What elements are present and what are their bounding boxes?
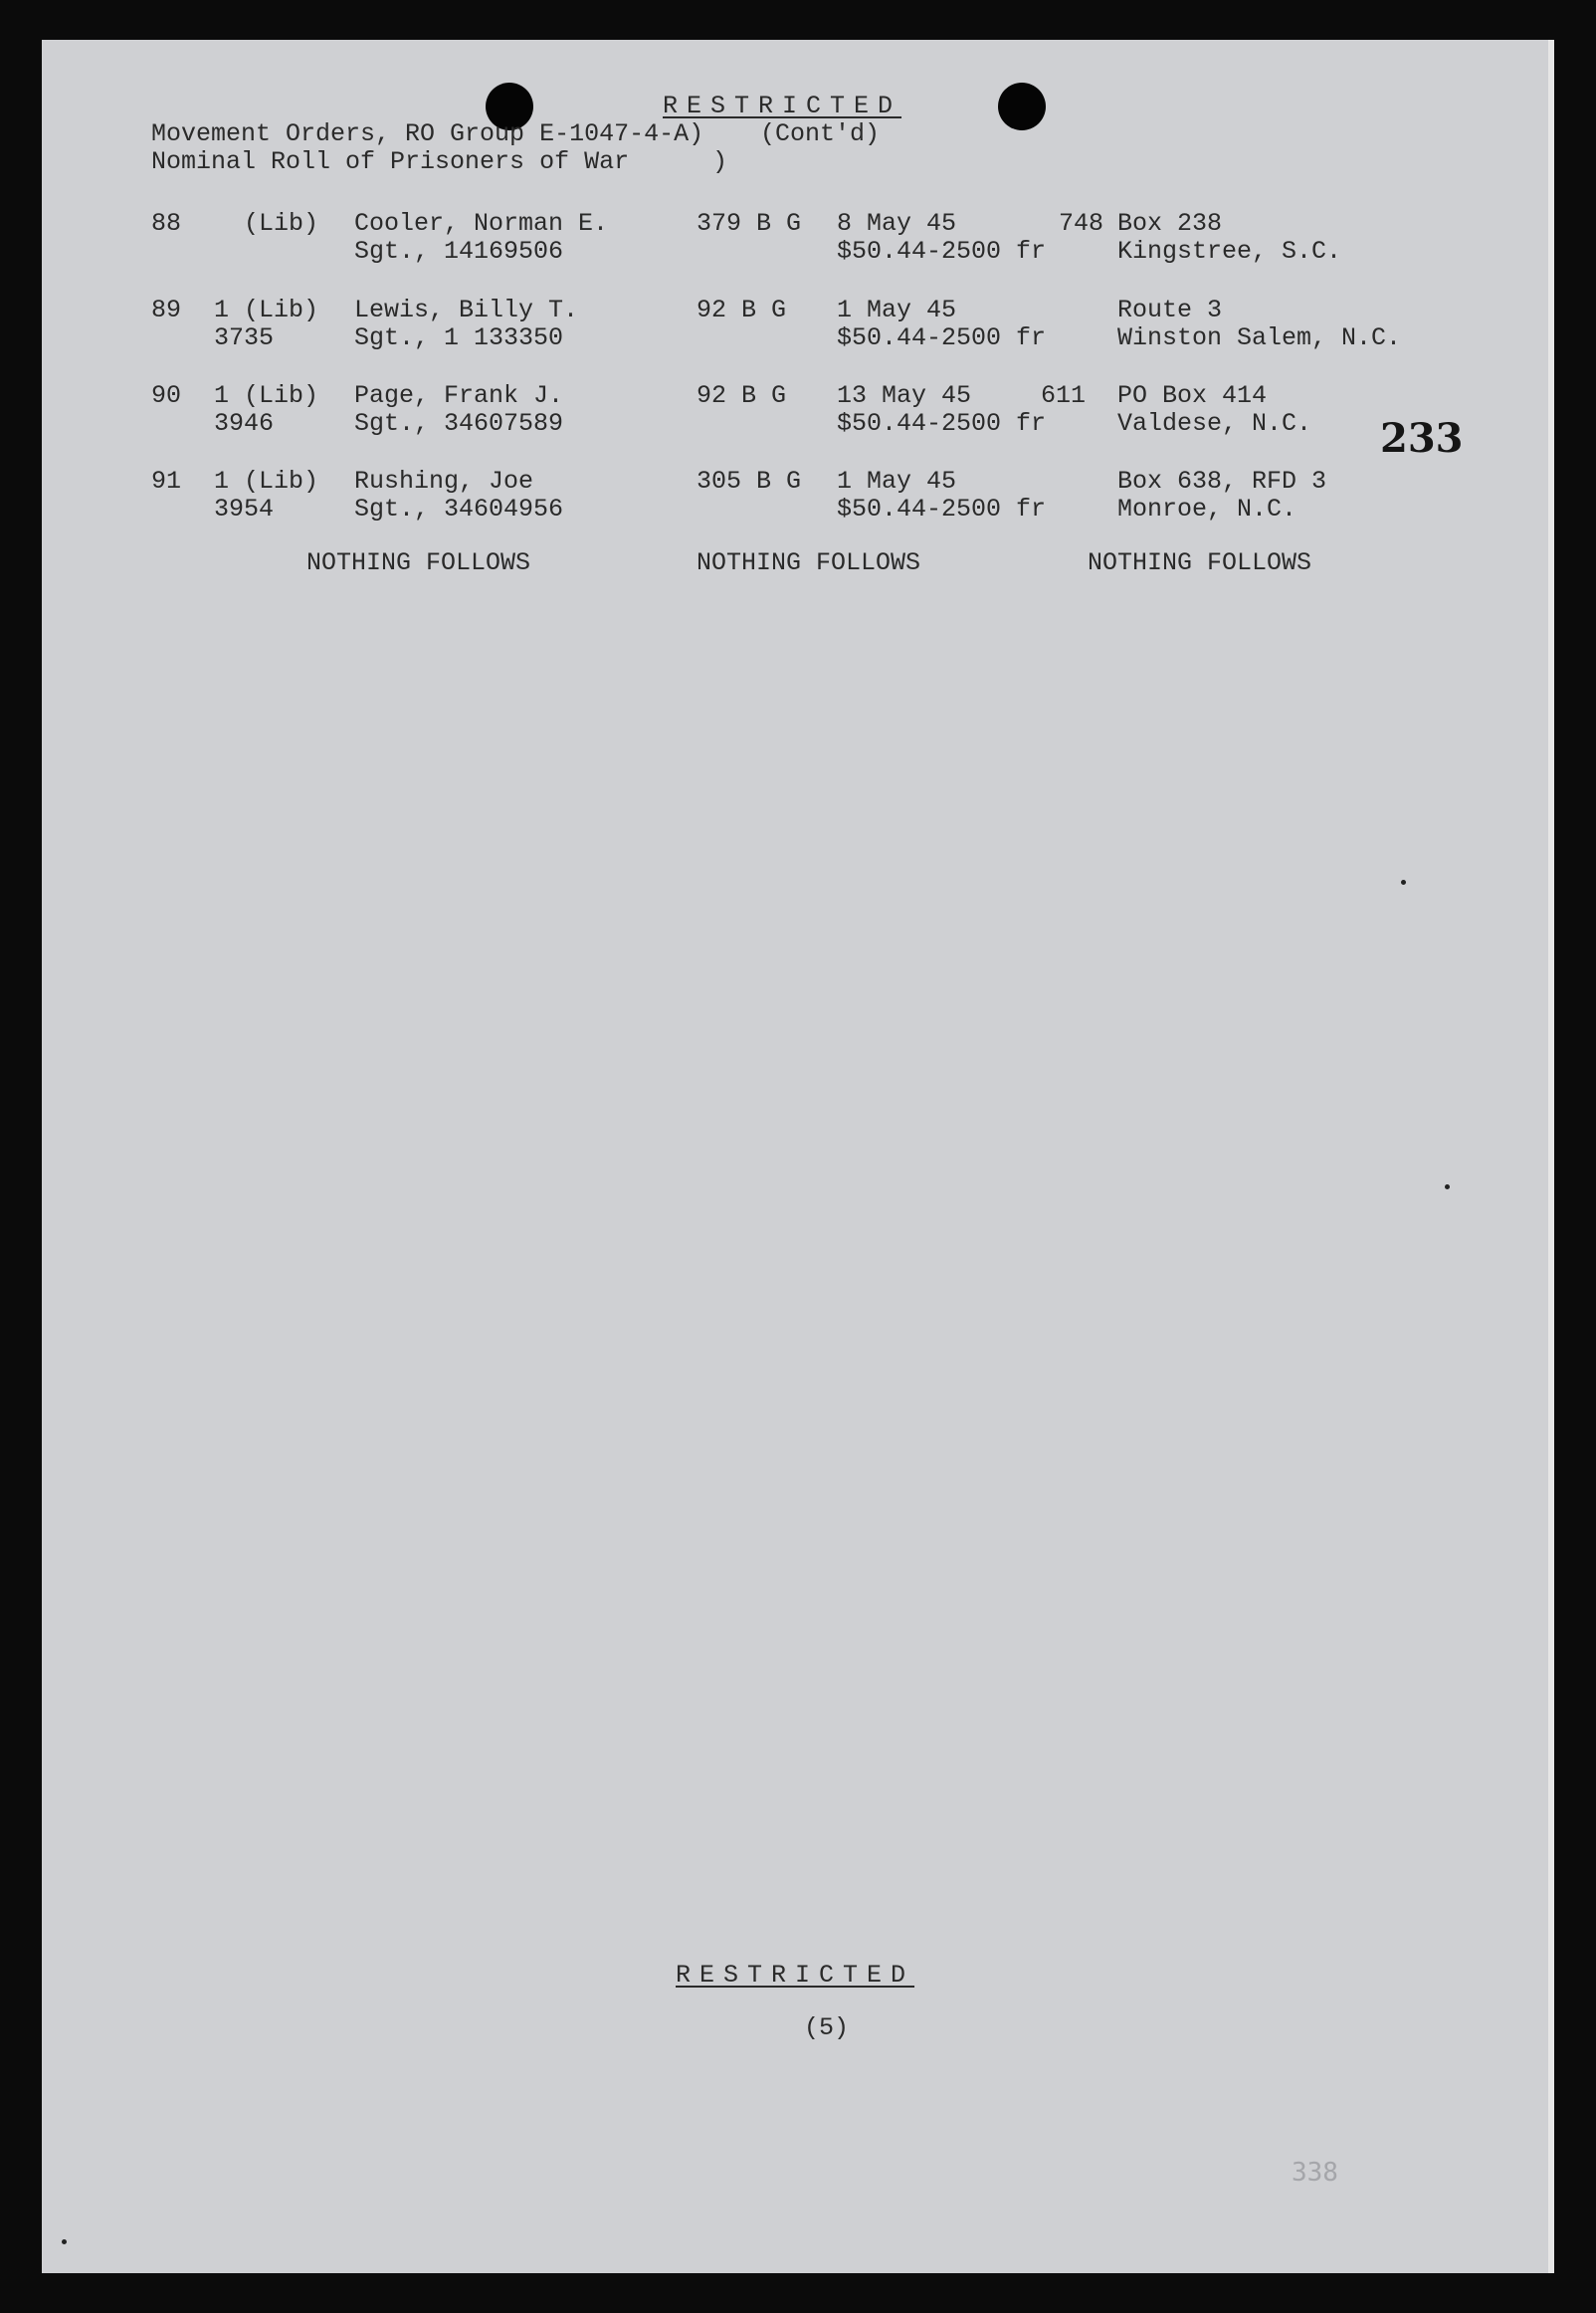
entry-number: 90 [151,381,182,410]
speck [1401,880,1406,885]
entry-group: 379 B G [697,209,802,238]
entry-pay: $50.44-2500 fr [837,409,1047,438]
entry-pay: $50.44-2500 fr [837,323,1047,352]
entry-date: 13 May 45 [837,381,972,410]
entry-date: 1 May 45 [837,467,957,496]
header-line-1: Movement Orders, RO Group E-1047-4-A) [151,119,704,148]
entry-rank: Sgt., 1 133350 [354,323,564,352]
nothing-follows-center: NOTHING FOLLOWS [697,548,921,577]
restricted-header: RESTRICTED [663,92,902,120]
entry-group: 305 B G [697,467,802,496]
entry-address-1: PO Box 414 [1117,381,1268,410]
document-page [42,40,1554,2273]
entry-number: 91 [151,467,182,496]
entry-date: 8 May 45 [837,209,957,238]
entry-address-2: Monroe, N.C. [1117,495,1297,524]
entry-name: Lewis, Billy T. [354,296,579,324]
entry-date: 1 May 45 [837,296,957,324]
entry-pay: $50.44-2500 fr [837,495,1047,524]
nothing-follows-left: NOTHING FOLLOWS [306,548,531,577]
page-number: (5) [804,2013,850,2042]
entry-lib-id: 3946 [214,409,275,438]
entry-pay: $50.44-2500 fr [837,237,1047,266]
entry-lib: (Lib) [244,209,319,238]
nothing-follows-right: NOTHING FOLLOWS [1088,548,1312,577]
entry-name: Page, Frank J. [354,381,564,410]
entry-group: 92 B G [697,296,787,324]
header-line-2: Nominal Roll of Prisoners of War [151,147,630,176]
restricted-footer: RESTRICTED [676,1961,915,1990]
entry-rank: Sgt., 14169506 [354,237,564,266]
entry-address-2: Valdese, N.C. [1117,409,1312,438]
stamped-page-number: 233 [1380,415,1464,462]
entry-lib-id: 3735 [214,323,275,352]
entry-address-1: Box 238 [1117,209,1223,238]
entry-name: Rushing, Joe [354,467,534,496]
entry-address-1: Route 3 [1117,296,1223,324]
entry-lib: 1 (Lib) [214,467,319,496]
punch-hole-right [998,83,1046,130]
entry-name: Cooler, Norman E. [354,209,609,238]
entry-rank: Sgt., 34604956 [354,495,564,524]
entry-rank: Sgt., 34607589 [354,409,564,438]
entry-code: 611 [1041,381,1087,410]
entry-number: 89 [151,296,182,324]
entry-address-2: Winston Salem, N.C. [1117,323,1402,352]
entry-group: 92 B G [697,381,787,410]
entry-address-1: Box 638, RFD 3 [1117,467,1327,496]
entry-lib-id: 3954 [214,495,275,524]
speck [1445,1184,1450,1189]
entry-address-2: Kingstree, S.C. [1117,237,1342,266]
archive-number: 338 [1292,2158,1338,2188]
entry-code: 748 [1059,209,1104,238]
entry-number: 88 [151,209,182,238]
entry-lib: 1 (Lib) [214,296,319,324]
speck [62,2239,67,2244]
header-line-2-paren: ) [712,147,728,176]
entry-lib: 1 (Lib) [214,381,319,410]
header-contd: (Cont'd) [760,119,881,148]
